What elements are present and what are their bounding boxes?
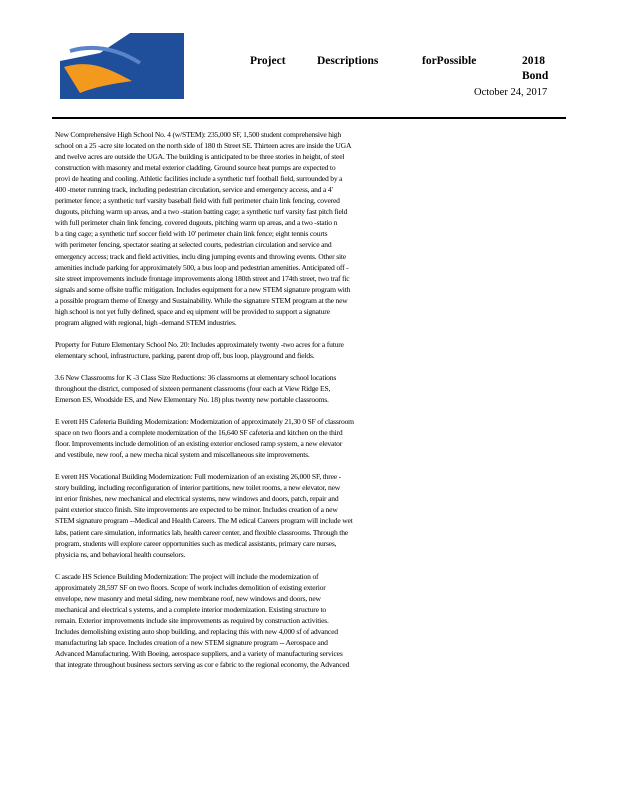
project-line: Property for Future Elementary School No. 20: Includes approximately twenty -two acres for a future (55, 339, 344, 349)
project-line: envelope, new masonry and metal siding, new membrane roof, new windows and doors, new (55, 593, 321, 603)
project-line: signals and some offsite traffic mitigation. Includes equipment for a new STEM signature program with (55, 284, 351, 294)
document-date: October 24, 2017 (474, 87, 548, 98)
project-line: paint exterior stucco finish. Site improvements are expected to be minor. Includes creation of a new (55, 505, 338, 515)
project-line: site street improvements include frontage improvements along 180th street and 174th street, two traf fic (55, 273, 350, 283)
project-line: elementary school, infrastructure, parking, parent drop off, bus loop, playground and fields. (55, 350, 315, 360)
title-word-year: 2018 (522, 55, 545, 67)
project-everett-cafeteria (55, 416, 570, 460)
project-line: space on two floors and a complete modernization of the 16,640 SF cafeteria and kitchen on the third (55, 428, 343, 438)
project-future-elementary (55, 339, 570, 361)
project-line: with full perimeter chain link fencing, covered dugouts, pitching warm up areas, and a two -statio n (55, 218, 338, 228)
project-line: manufacturing lab space. Includes creation of a new STEM signature program -- Aerospace and (55, 637, 328, 647)
project-line: construction with masonry and metal exterior cladding. Ground source heat pumps are expected to (55, 163, 336, 173)
project-line: and vestibule, new roof, a new mecha nical system and miscellaneous site improvements. (55, 450, 310, 460)
project-line: story building, including reconfiguration of interior partitions, new toilet rooms, a new elevator, new (55, 483, 341, 493)
header-divider (52, 117, 566, 119)
project-line: a possible program theme of Energy and Sustainability. While the signature STEM program at the new (55, 295, 348, 305)
project-line: floor. Improvements include demolition of an existing exterior enclosed ramp system, a new elevator (55, 439, 343, 449)
project-line: with perimeter fencing, spectator seating at selected courts, pedestrian circulation and service and (55, 240, 332, 250)
project-line: labs, patient care simulation, informatics lab, health career center, and flexible classrooms. Through the (55, 527, 348, 537)
project-line: program, students will explore career opportunities such as medical assistants, primary care nurses, (55, 538, 337, 548)
project-line: physicia ns, and behavioral health counselors. (55, 549, 186, 559)
project-line: high school is not yet fully defined, space and eq uipment will be provided to support a signature (55, 306, 330, 316)
district-logo (60, 33, 184, 99)
project-line: perimeter fence; a synthetic turf varsity baseball field with full perimeter chain link fencing, covered (55, 196, 340, 206)
project-line: Emerson ES, Woodside ES, and New Elementary No. 18) plus twenty new portable classrooms. (55, 395, 329, 405)
project-line: Advanced Manufacturing. With Boeing, aerospace suppliers, and a variety of manufacturing services (55, 648, 343, 658)
project-line: school on a 25 -acre site located on the north side of 180 th Street SE. Thirteen acres are inside the UGA (55, 141, 352, 151)
title-word-project: Project (250, 55, 286, 67)
project-line: STEM signature program --Medical and Health Careers. The M edical Careers program will include wet (55, 516, 353, 526)
project-line: approximately 28,597 SF on two floors. Scope of work includes demolition of existing exterior (55, 582, 326, 592)
project-line: mechanical and electrical s ystems, and a complete interior modernization. Existing structure to (55, 604, 326, 614)
project-new-high-school (55, 129, 570, 328)
project-line: 3.6 New Classrooms for K -3 Class Size Reductions: 36 classrooms at elementary school locations (55, 372, 337, 382)
project-line: emergency access; track and field activities, inclu ding jumping events and throwing events. Other site (55, 251, 346, 261)
project-line: b a ting cage; a synthetic turf soccer field with 10' perimeter chain link fence; eight tennis courts (55, 229, 328, 239)
title-word-descriptions: Descriptions (317, 55, 379, 67)
project-line: New Comprehensive High School No. 4 (w/STEM): 235,000 SF, 1,500 student comprehensive high (55, 130, 341, 139)
title-word-forpossible: forPossible (422, 55, 477, 67)
project-line: Includes demolishing existing auto shop building, and replacing this with new 4,000 sf of advanced (55, 626, 338, 636)
project-line: throughout the district, composed of sixteen permanent classrooms (four each at View Ridge ES, (55, 383, 331, 393)
project-line: E verett HS Cafeteria Building Modernization: Modernization of approximately 21,30 0 SF of classroom (55, 417, 354, 427)
project-line: 400 -meter running track, including pedestrian circulation, service and emergency access, and a 4' (55, 185, 333, 195)
project-new-classrooms (55, 372, 570, 405)
project-line: program aligned with regional, high -demand STEM industries. (55, 317, 237, 327)
project-line: remain. Exterior improvements include site improvements as required by construction activities. (55, 615, 329, 625)
project-everett-vocational (55, 471, 570, 559)
project-cascade-science (55, 571, 570, 670)
project-line: provi de heating and cooling. Athletic facilities include a synthetic turf football field, surrounded by a (55, 174, 343, 184)
title-word-bond: Bond (522, 70, 549, 82)
project-line: int erior finishes, new mechanical and electrical systems, new windows and doors, patch, repair and (55, 494, 339, 504)
project-line: E verett HS Vocational Building Modernization: Full modernization of an existing 26,000 SF, three - (55, 472, 341, 482)
project-line: C ascade HS Science Building Modernization: The project will include the modernization of (55, 571, 319, 581)
document-body (55, 129, 570, 681)
project-line: amenities include parking for approximately 500, a bus loop and pedestrian amenities. Anticipated off - (55, 262, 349, 272)
project-line: and twelve acres are outside the UGA. The building is anticipated to be three stories in height, of steel (55, 152, 345, 162)
project-line: that integrate throughout business sectors serving as cor e fabric to the regional economy, the Advanced (55, 660, 350, 670)
project-line: dugouts, pitching warm up areas, and a two -station batting cage; a synthetic turf varsity fast pitch field (55, 207, 348, 217)
